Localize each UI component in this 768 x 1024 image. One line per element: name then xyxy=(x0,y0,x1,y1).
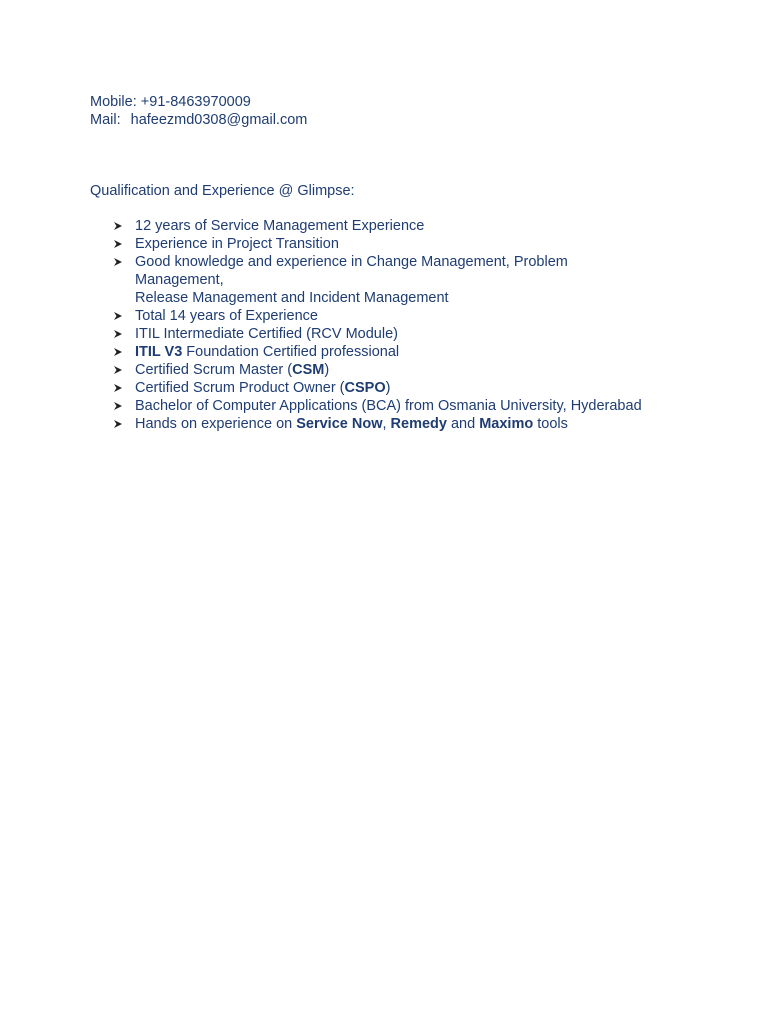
list-item-text: ITIL Intermediate Certified (RCV Module) xyxy=(135,326,398,342)
arrowhead-bullet-icon xyxy=(112,343,124,361)
list-item xyxy=(112,235,712,253)
list-item-bold-text: Remedy xyxy=(390,416,447,432)
mail-line xyxy=(90,111,307,129)
list-item-text: Bachelor of Computer Applications (BCA) from Osmania University, Hyderabad xyxy=(135,398,642,414)
list-item xyxy=(112,379,712,397)
list-item-text: ) xyxy=(324,362,330,378)
list-item-text-line: Release Management and Incident Management xyxy=(135,290,449,306)
arrowhead-bullet-icon xyxy=(112,415,124,433)
list-item-bold-text: ITIL V3 xyxy=(135,344,183,360)
mobile-line xyxy=(90,93,307,111)
mobile-value: +91-8463970009 xyxy=(140,94,251,110)
list-item xyxy=(112,307,712,325)
mail-label: Mail: xyxy=(90,112,121,128)
arrowhead-bullet-icon xyxy=(112,307,124,325)
list-item-bold-text: CSPO xyxy=(344,380,386,396)
arrowhead-bullet-icon xyxy=(112,325,124,343)
list-item-text: ) xyxy=(385,380,391,396)
qualification-list xyxy=(112,217,712,433)
list-item-text-line: Good knowledge and experience in Change Management, Problem xyxy=(135,254,568,270)
list-item-bold-text: Service Now xyxy=(296,416,383,432)
list-item xyxy=(112,217,712,235)
arrowhead-bullet-icon xyxy=(112,235,124,253)
list-item xyxy=(112,415,712,433)
list-item xyxy=(112,253,712,307)
list-item-text: Certified Scrum Product Owner ( xyxy=(135,380,345,396)
list-item-text-line: Management, xyxy=(135,272,224,288)
arrowhead-bullet-icon xyxy=(112,253,124,271)
mail-value: hafeezmd0308@gmail.com xyxy=(130,112,308,128)
list-item-text: 12 years of Service Management Experience xyxy=(135,218,425,234)
list-item-text: tools xyxy=(533,416,568,432)
mobile-label: Mobile: xyxy=(90,94,137,110)
list-item-text: and xyxy=(446,416,480,432)
list-item-text: Certified Scrum Master ( xyxy=(135,362,293,378)
section-heading: Qualification and Experience @ Glimpse: xyxy=(90,183,355,199)
list-item xyxy=(112,397,712,415)
list-item-bold-text: CSM xyxy=(292,362,325,378)
arrowhead-bullet-icon xyxy=(112,379,124,397)
arrowhead-bullet-icon xyxy=(112,397,124,415)
list-item-text: , xyxy=(382,416,391,432)
list-item-text: Total 14 years of Experience xyxy=(135,308,318,324)
list-item xyxy=(112,361,712,379)
arrowhead-bullet-icon xyxy=(112,217,124,235)
list-item-text: Foundation Certified professional xyxy=(182,344,400,360)
contact-block xyxy=(90,93,307,129)
list-item xyxy=(112,343,712,361)
arrowhead-bullet-icon xyxy=(112,361,124,379)
list-item-bold-text: Maximo xyxy=(479,416,534,432)
list-item-text: Experience in Project Transition xyxy=(135,236,339,252)
list-item xyxy=(112,325,712,343)
list-item-text: Hands on experience on xyxy=(135,416,297,432)
